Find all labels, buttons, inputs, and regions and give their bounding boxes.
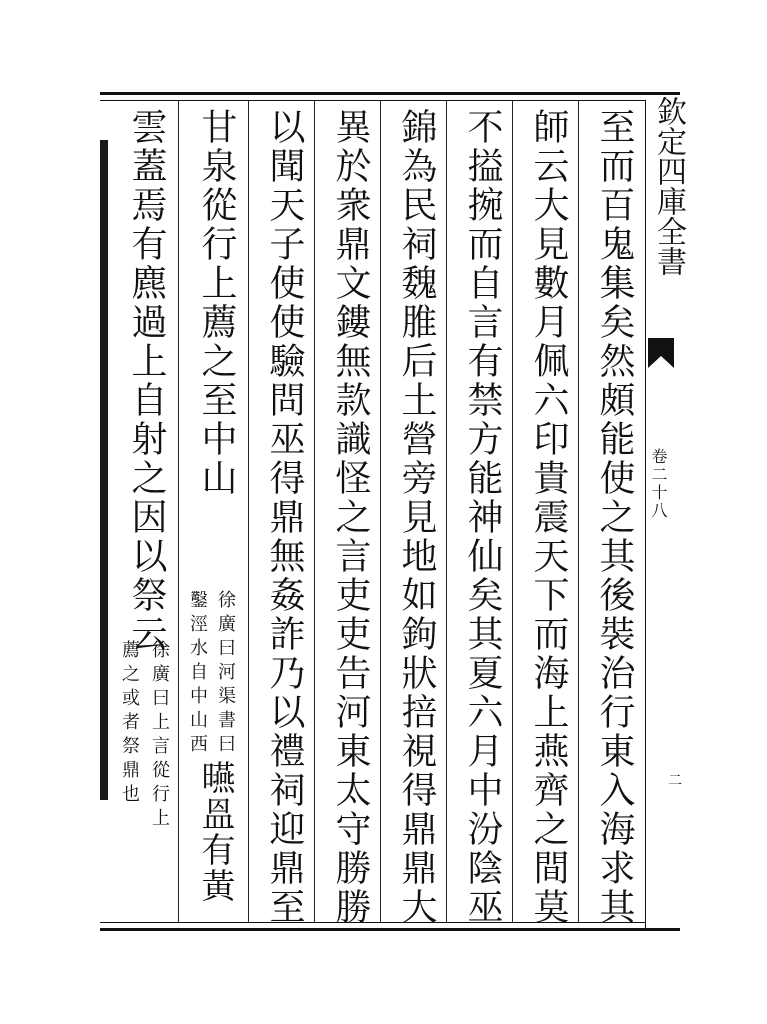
text-column-1: 至而百鬼集矣然頗能使之其後裝治行東入海求其 <box>594 108 635 927</box>
annotation-right-line: 徐廣曰河渠書曰 <box>215 590 236 758</box>
annotation-left-line: 鑿涇水自中山西 <box>187 590 208 758</box>
column-divider <box>512 100 513 922</box>
column-divider <box>314 100 315 922</box>
margin-page-mark: 二 <box>668 773 682 789</box>
margin-book-title: 欽定四庫全書 <box>651 96 686 276</box>
text-column-7: 甘泉從行上薦之至中山 <box>196 108 237 498</box>
frame-top-border <box>100 92 680 95</box>
frame-bottom-border <box>100 928 680 931</box>
annotation-right-line: 徐廣曰上言從行上 <box>149 640 170 832</box>
column-divider <box>178 100 179 922</box>
frame-top-inner-border <box>100 100 645 101</box>
text-column-2: 師云大見數月佩六印貴震天下而海上燕齊之間莫 <box>528 108 569 927</box>
text-column-4: 錦為民祠魏脽后土營旁見地如鉤狀掊視得鼎鼎大 <box>396 108 437 927</box>
text-column-6: 以聞天子使使驗問巫得鼎無姦詐乃以禮祠迎鼎至 <box>264 108 305 927</box>
column-divider <box>446 100 447 922</box>
text-column-3: 不搤捥而自言有禁方能神仙矣其夏六月中汾陰巫 <box>462 108 503 927</box>
column-divider <box>578 100 579 922</box>
text-column-8: 雲蓋焉有麃過上自射之因以祭云 <box>126 108 167 654</box>
frame-right-border <box>645 100 646 928</box>
annotation-left-line: 薦之或者祭鼎也 <box>119 640 140 808</box>
text-column-7-tail: 曣𥁕有黃 <box>195 760 235 904</box>
column-divider <box>380 100 381 922</box>
text-column-5: 異於衆鼎文鏤無款識怪之言吏吏告河東太守勝勝 <box>330 108 371 927</box>
frame-left-border <box>100 140 108 800</box>
fish-tail-mark <box>648 338 674 368</box>
margin-volume-number: 卷二十八 <box>649 448 668 520</box>
column-divider <box>248 100 249 922</box>
